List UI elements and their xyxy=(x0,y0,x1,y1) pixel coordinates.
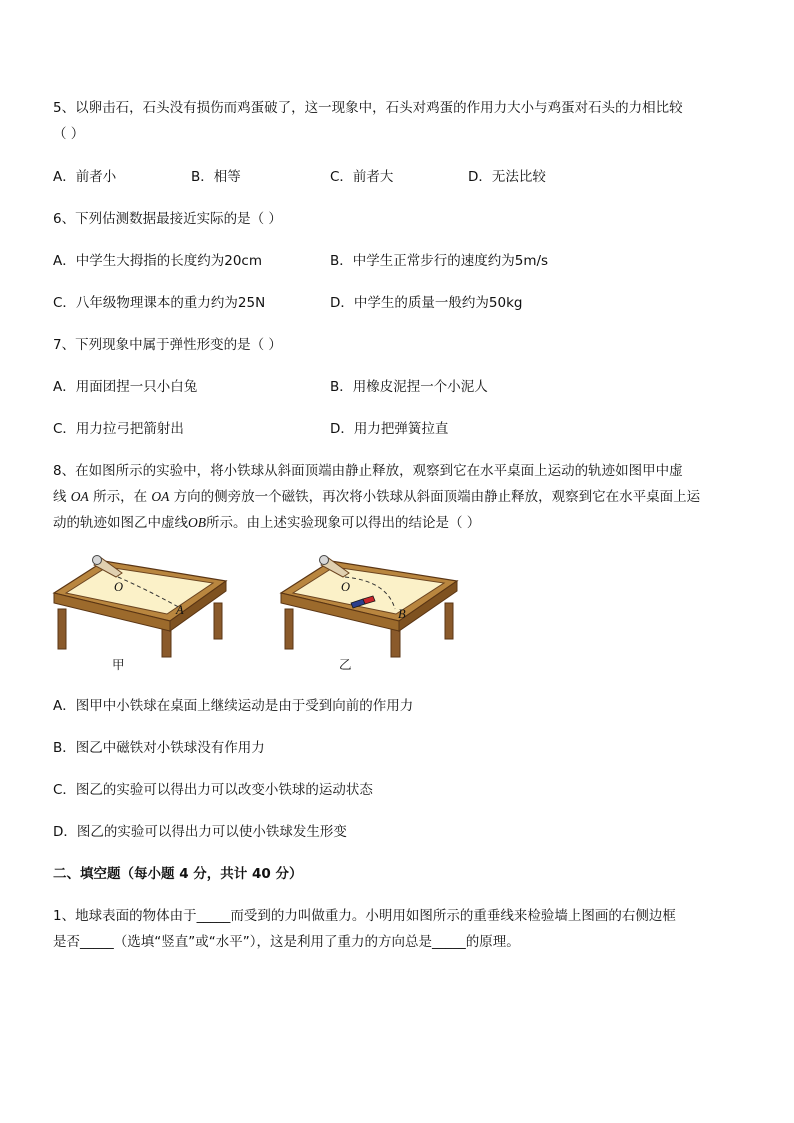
q7-option-a: A．用面团捏一只小白兔 xyxy=(53,379,198,395)
q5-option-b: B．相等 xyxy=(191,169,241,185)
q7-stem: 7、下列现象中属于弹性形变的是（ ） xyxy=(53,337,282,353)
q8-stem-line1: 8、在如图所示的实验中，将小铁球从斜面顶端由静止释放，观察到它在水平桌面上运动的轨迹如图甲中虚 xyxy=(53,463,683,479)
figure-jia-point-o: O xyxy=(114,580,124,594)
q6-option-a: A．中学生大拇指的长度约为20cm xyxy=(53,253,262,269)
q8-option-c: C．图乙的实验可以得出力可以改变小铁球的运动状态 xyxy=(53,782,373,798)
figure-yi-point-o: O xyxy=(341,580,351,594)
q7-option-c: C．用力拉弓把箭射出 xyxy=(53,421,184,437)
q8-option-a: A．图甲中小铁球在桌面上继续运动是由于受到向前的作用力 xyxy=(53,698,414,714)
q5-option-c: C．前者大 xyxy=(330,169,394,185)
figure-yi-caption: 乙 xyxy=(339,657,352,672)
q7-option-b: B．用橡皮泥捏一个小泥人 xyxy=(330,379,488,395)
q5-stem-line2: （ ） xyxy=(53,126,85,142)
q8-option-b: B．图乙中磁铁对小铁球没有作用力 xyxy=(53,740,265,756)
label-oa: OA xyxy=(70,489,89,504)
q6-option-d: D．中学生的质量一般约为50kg xyxy=(330,295,523,311)
q7-option-d: D．用力把弹簧拉直 xyxy=(330,421,449,437)
fill1-line2: 是否_____（选填“竖直”或“水平”），这是利用了重力的方向总是_____的原理。 xyxy=(53,934,520,950)
section-title-fill-in: 二、填空题（每小题 4 分，共计 40 分） xyxy=(53,866,303,882)
fill1-line1: 1、地球表面的物体由于_____而受到的力叫做重力。小明用如图所示的重垂线来检验墙上图画的右侧边框 xyxy=(53,908,676,924)
q8-stem-line2: 线 OA 所示，在 OA 方向的侧旁放一个磁铁，再次将小铁球从斜面顶端由静止释放，观察到它在水平桌面上运 xyxy=(53,489,701,505)
figure-jia-table xyxy=(50,551,230,661)
q5-option-a: A．前者小 xyxy=(53,169,117,185)
q6-option-b: B．中学生正常步行的速度约为5m/s xyxy=(330,253,549,269)
figure-jia-point-a: A xyxy=(176,603,184,617)
q5-stem-line1: 5、以卵击石，石头没有损伤而鸡蛋破了，这一现象中，石头对鸡蛋的作用力大小与鸡蛋对石头的力相比较 xyxy=(53,100,683,116)
q8-option-d: D．图乙的实验可以得出力可以使小铁球发生形变 xyxy=(53,824,347,840)
figure-yi-table xyxy=(277,551,462,661)
label-ob: OB xyxy=(188,515,206,530)
q6-stem: 6、下列估测数据最接近实际的是（ ） xyxy=(53,211,282,227)
q8-stem-line3: 动的轨迹如图乙中虚线OB所示。由上述实验现象可以得出的结论是（ ） xyxy=(53,515,481,531)
label-oa: OA xyxy=(151,489,170,504)
figure-jia-caption: 甲 xyxy=(112,657,125,672)
q6-option-c: C．八年级物理课本的重力约为25N xyxy=(53,295,266,311)
figure-yi-point-b: B xyxy=(398,607,406,621)
q5-option-d: D．无法比较 xyxy=(468,169,546,185)
